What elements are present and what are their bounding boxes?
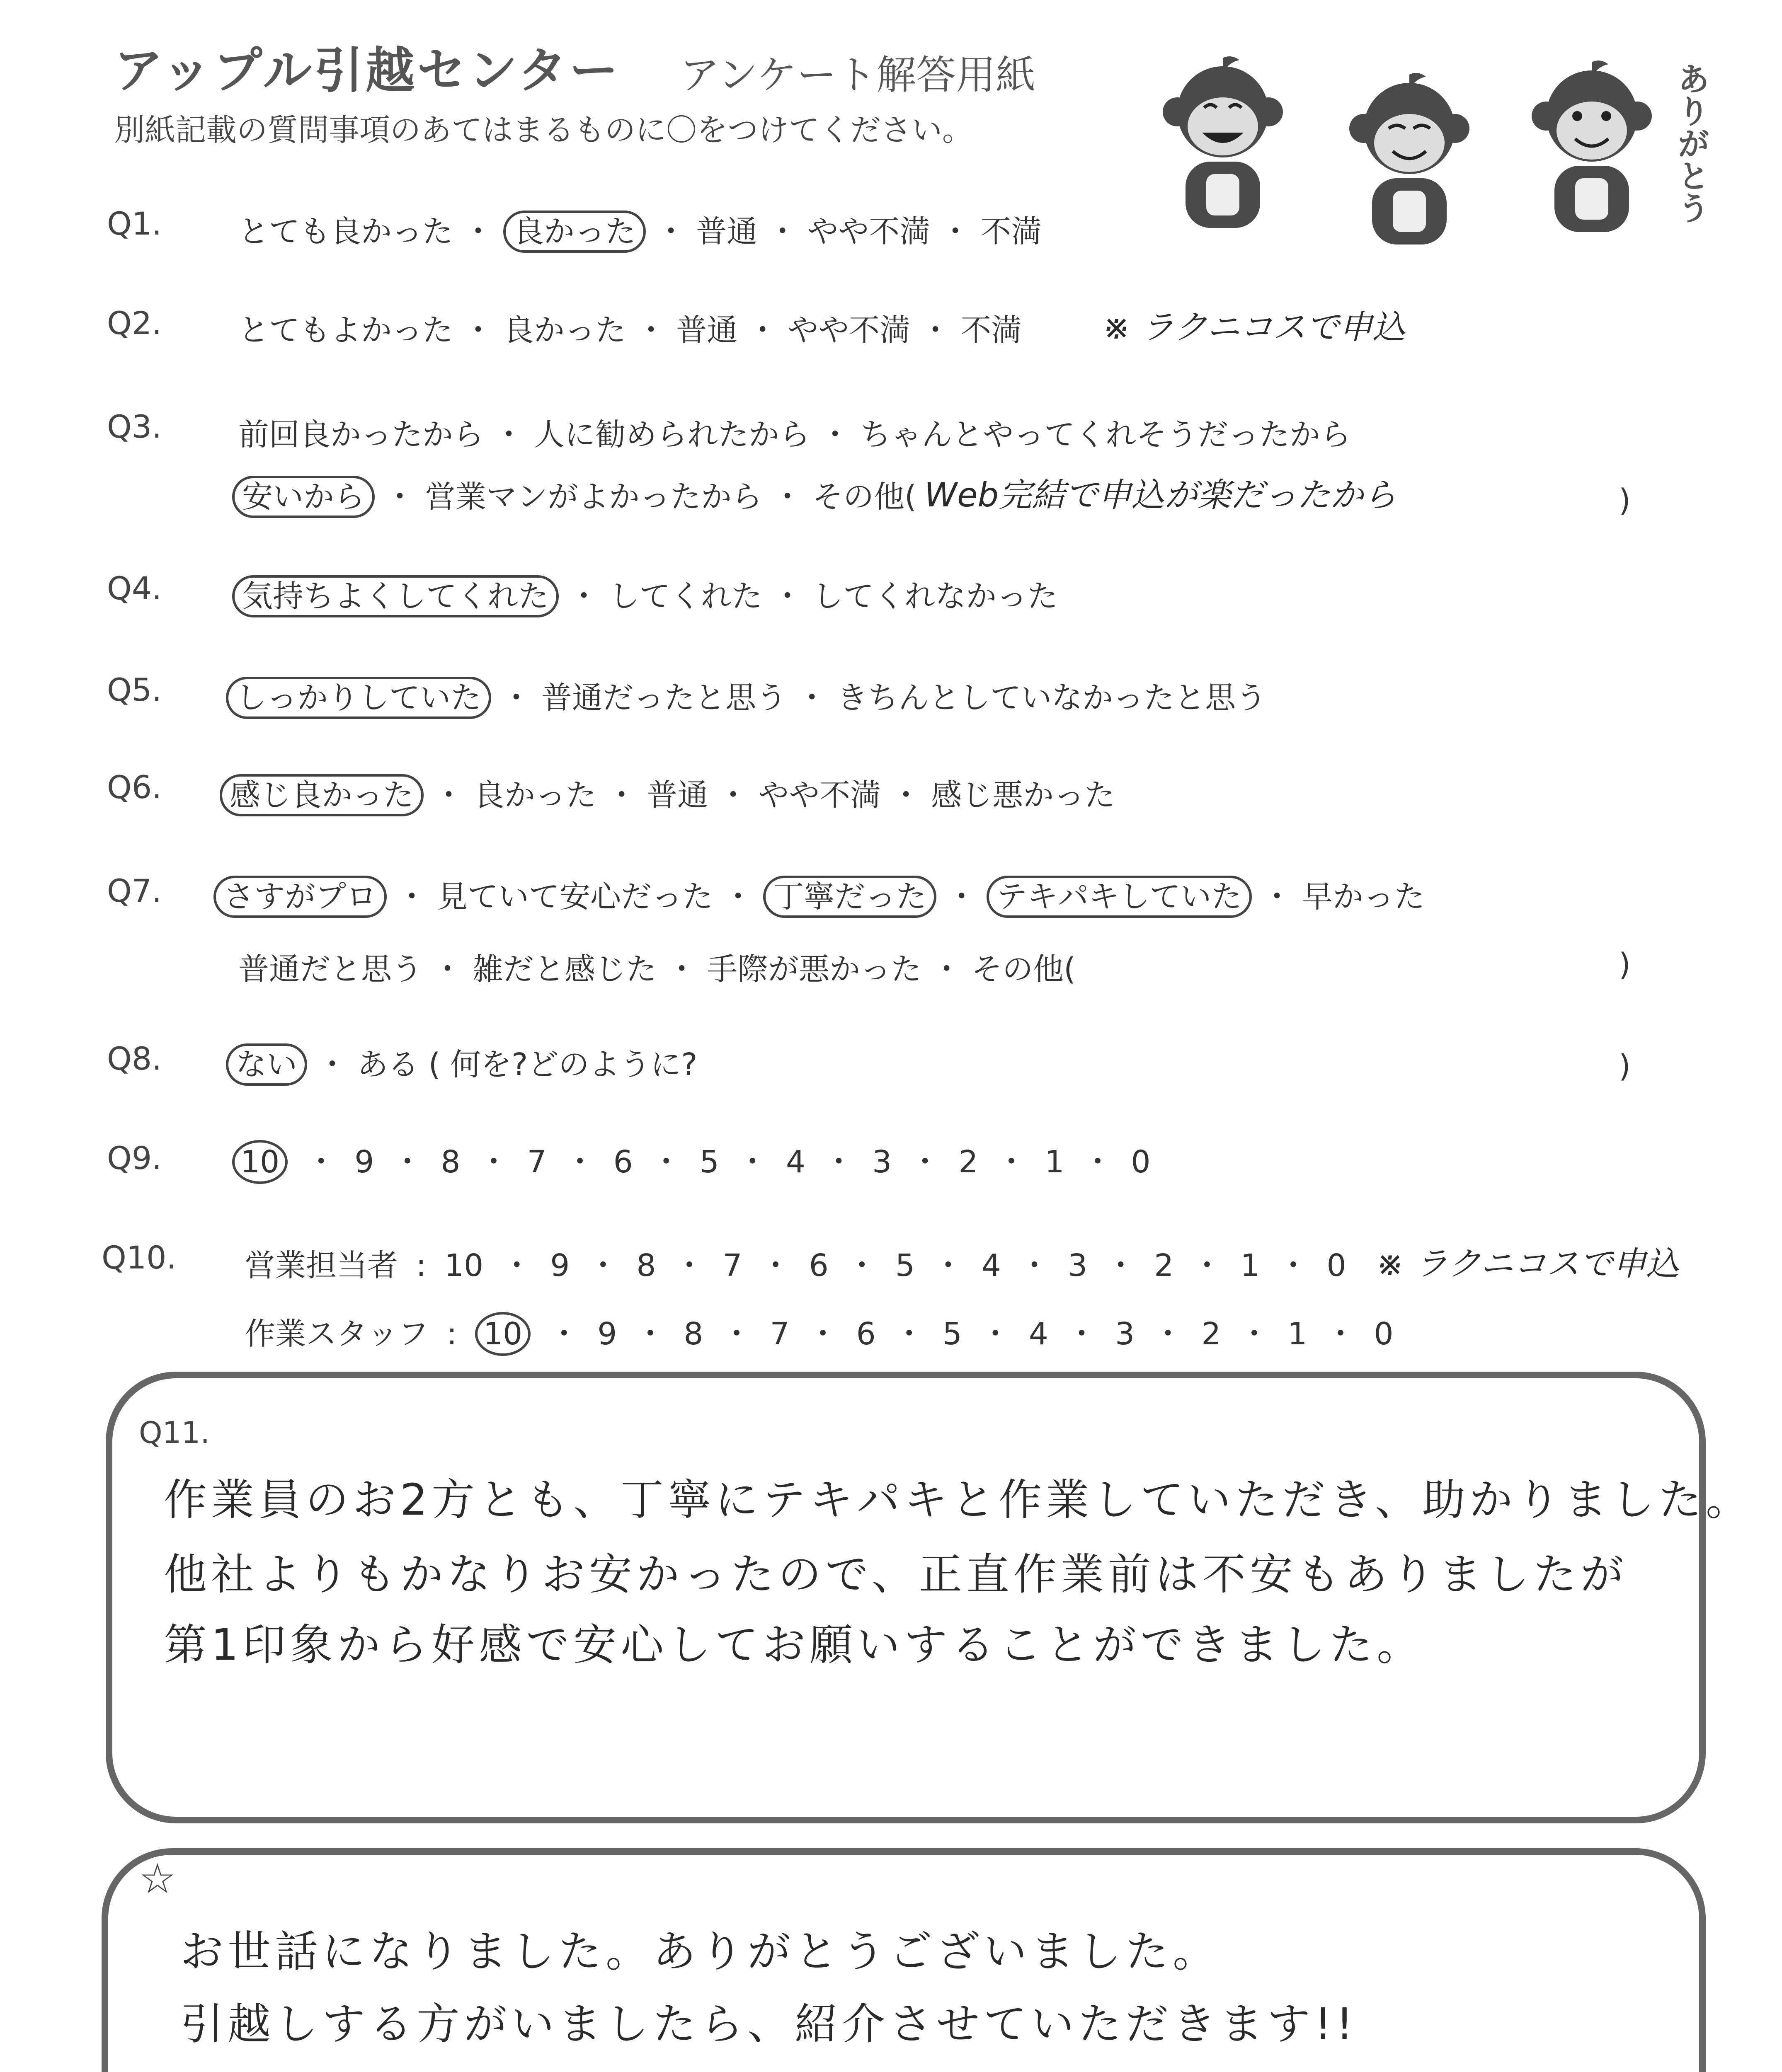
q4-options: 気持ちよくしてくれた ・ してくれた ・ してくれなかった xyxy=(232,572,1058,616)
q3-option[interactable]: 人に勧められたから xyxy=(534,417,810,453)
q5-option-selected[interactable]: しっかりしていた xyxy=(226,677,491,719)
q10-sales-score[interactable]: 9 xyxy=(550,1248,570,1283)
q9-score[interactable]: 5 xyxy=(699,1144,719,1180)
monkey-mascot-icon xyxy=(1339,70,1480,261)
survey-subtitle: アンケート解答用紙 xyxy=(680,52,1036,98)
q10-staff-score[interactable]: 0 xyxy=(1374,1316,1394,1352)
q3-option[interactable]: 営業マンがよかったから xyxy=(425,479,763,515)
q3-option[interactable]: ちゃんとやってくれそうだったから xyxy=(860,417,1351,453)
q7-label: Q7. xyxy=(107,872,162,909)
q3-other-prefix: その他( xyxy=(812,479,916,515)
q10-sales-score[interactable]: 10 xyxy=(444,1248,484,1283)
q6-option[interactable]: 普通 xyxy=(647,777,708,813)
q2-option[interactable]: 不満 xyxy=(960,312,1022,348)
q10-sales-score[interactable]: 1 xyxy=(1240,1248,1260,1283)
q7-option-selected[interactable]: さすがプロ xyxy=(213,876,387,918)
q10-staff-score[interactable]: 9 xyxy=(597,1316,617,1352)
q9-score[interactable]: 4 xyxy=(786,1144,806,1180)
thanks-text: ありがとう xyxy=(1672,62,1709,224)
q10-sales-score[interactable]: 0 xyxy=(1326,1248,1346,1283)
q2-label: Q2. xyxy=(107,305,162,341)
q2-option[interactable]: とてもよかった xyxy=(238,312,453,348)
q5-option[interactable]: 普通だったと思う xyxy=(541,680,787,716)
q6-option-selected[interactable]: 感じ良かった xyxy=(220,774,424,816)
q1-label: Q1. xyxy=(107,205,162,242)
q10-staff-score-selected[interactable]: 10 xyxy=(475,1312,531,1356)
q2-options: とてもよかった ・ 良かった ・ 普通 ・ やや不満 ・ 不満 xyxy=(238,312,1022,348)
q9-score[interactable]: 2 xyxy=(958,1144,978,1180)
q2-handwritten-note: ※ ラクニコスで申込 xyxy=(1103,308,1406,346)
q10-sales-score[interactable]: 3 xyxy=(1068,1248,1088,1283)
q5-options: しっかりしていた ・ 普通だったと思う ・ きちんとしていなかったと思う xyxy=(226,673,1266,717)
q3-other-handwritten: Web完結で申込が楽だったから xyxy=(924,476,1397,514)
star-icon: ☆ xyxy=(139,1854,176,1903)
q10-sales-score[interactable]: 2 xyxy=(1154,1248,1174,1283)
q11-comment-line: 作業員のお2方とも、丁寧にテキパキと作業していただき、助かりました。 xyxy=(164,1474,1753,1525)
q6-option[interactable]: 感じ悪かった xyxy=(931,777,1115,813)
q10-handwritten-note: ※ ラクニコスで申込 xyxy=(1376,1244,1679,1283)
q7-option-selected[interactable]: 丁寧だった xyxy=(763,876,936,918)
q6-option[interactable]: やや不満 xyxy=(758,777,881,813)
q11-comment-line: 他社よりもかなりお安かったので、正直作業前は不安もありましたが xyxy=(164,1549,1628,1600)
q9-score[interactable]: 8 xyxy=(441,1144,461,1180)
q10-staff-score[interactable]: 4 xyxy=(1028,1316,1049,1352)
monkey-mascot-icon xyxy=(1152,54,1293,244)
q9-score[interactable]: 7 xyxy=(527,1144,547,1180)
q6-label: Q6. xyxy=(107,769,162,806)
q10-sales-label: 営業担当者 : xyxy=(245,1248,427,1283)
q10-sales-score[interactable]: 4 xyxy=(981,1248,1001,1283)
q8-label: Q8. xyxy=(107,1040,162,1077)
q7-option[interactable]: 見ていて安心だった xyxy=(437,879,713,915)
q7-option[interactable]: 早かった xyxy=(1302,879,1425,915)
q9-label: Q9. xyxy=(107,1140,162,1176)
q2-option[interactable]: やや不満 xyxy=(788,312,911,348)
q11-comment-line: 第1印象から好感で安心してお願いすることができました。 xyxy=(164,1619,1424,1670)
q10-staff-score[interactable]: 2 xyxy=(1201,1316,1221,1352)
q6-options: 感じ良かった ・ 良かった ・ 普通 ・ やや不満 ・ 感じ悪かった xyxy=(220,771,1115,815)
message-line: 引越しする方がいましたら、紹介させていただきます!! xyxy=(180,1999,1358,2049)
q10-staff-score[interactable]: 5 xyxy=(942,1316,962,1352)
q1-option[interactable]: 普通 xyxy=(696,214,758,249)
q10-sales-score[interactable]: 7 xyxy=(722,1248,742,1283)
q10-label: Q10. xyxy=(102,1239,177,1276)
q10-staff-score[interactable]: 7 xyxy=(770,1316,790,1352)
q1-option[interactable]: やや不満 xyxy=(807,214,931,249)
q3-label: Q3. xyxy=(107,408,162,445)
q7-options-line1: さすがプロ ・ 見ていて安心だった ・ 丁寧だった ・ テキパキしていた ・ 早かった xyxy=(213,872,1425,916)
q10-staff-score[interactable]: 6 xyxy=(856,1316,876,1352)
q10-sales-scale: 営業担当者 : 10 ・ 9 ・ 8 ・ 7 ・ 6 ・ 5 ・ 4 ・ 3 ・ 2 ・ 1 ・ 0 xyxy=(245,1248,1346,1283)
q4-option[interactable]: してくれた xyxy=(609,579,763,614)
monkey-mascot-icon xyxy=(1521,58,1662,249)
q1-option[interactable]: とても良かった xyxy=(238,214,453,249)
q8-option[interactable]: ある ( 何を?どのように? xyxy=(357,1047,698,1082)
q5-option[interactable]: きちんとしていなかったと思う xyxy=(837,680,1267,716)
q3-option-selected[interactable]: 安いから xyxy=(232,476,375,518)
q9-score-selected[interactable]: 10 xyxy=(232,1140,288,1184)
company-title: アップル引越センター xyxy=(114,42,621,99)
q10-sales-score[interactable]: 5 xyxy=(895,1248,915,1283)
q1-option[interactable]: 不満 xyxy=(980,214,1042,249)
q6-option[interactable]: 良かった xyxy=(474,777,597,813)
q9-scale: 10 ・ 9 ・ 8 ・ 7 ・ 6 ・ 5 ・ 4 ・ 3 ・ 2 ・ 1 ・ 0 xyxy=(232,1138,1151,1181)
q7-options-line2: 普通だと思う ・ 雑だと感じた ・ 手際が悪かった ・ その他( xyxy=(238,951,1076,987)
q9-score[interactable]: 1 xyxy=(1045,1144,1064,1180)
q1-options: とても良かった ・ 良かった ・ 普通 ・ やや不満 ・ 不満 xyxy=(238,207,1042,251)
q7-close-paren: ) xyxy=(1619,947,1631,983)
q10-staff-score[interactable]: 3 xyxy=(1115,1316,1135,1352)
q4-option-selected[interactable]: 気持ちよくしてくれた xyxy=(232,575,559,617)
q10-sales-score[interactable]: 6 xyxy=(809,1248,829,1283)
q3-options-line2: 安いから ・ 営業マンがよかったから ・ その他( xyxy=(232,472,916,516)
q10-staff-score[interactable]: 1 xyxy=(1287,1316,1307,1352)
q10-sales-score[interactable]: 8 xyxy=(636,1248,656,1283)
q4-label: Q4. xyxy=(107,570,162,607)
q4-option[interactable]: してくれなかった xyxy=(812,579,1058,614)
q10-staff-scale: 作業スタッフ : 10 ・ 9 ・ 8 ・ 7 ・ 6 ・ 5 ・ 4 ・ 3 ・ 2 ・ 1 ・ 0 xyxy=(245,1310,1394,1353)
q11-label: Q11. xyxy=(139,1415,210,1450)
q10-staff-score[interactable]: 8 xyxy=(684,1316,703,1352)
q8-close-paren: ) xyxy=(1619,1048,1631,1084)
q7-option[interactable]: 雑だと感じた xyxy=(473,951,657,987)
q9-score[interactable]: 9 xyxy=(354,1144,374,1180)
q7-option[interactable]: 手際が悪かった xyxy=(707,951,922,987)
q3-options-line1: 前回良かったから ・ 人に勧められたから ・ ちゃんとやってくれそうだったから xyxy=(238,417,1351,453)
q10-staff-label: 作業スタッフ : xyxy=(245,1316,457,1352)
q2-option[interactable]: 良かった xyxy=(503,312,626,348)
q7-other-prefix: その他( xyxy=(972,951,1076,987)
q7-option[interactable]: 普通だと思う xyxy=(238,951,422,987)
q8-option-selected[interactable]: ない xyxy=(226,1043,307,1086)
instruction-text: 別紙記載の質問事項のあてはまるものに〇をつけてください。 xyxy=(114,112,973,148)
q2-option[interactable]: 普通 xyxy=(676,312,738,348)
q7-option-selected[interactable]: テキパキしていた xyxy=(987,876,1252,918)
q5-label: Q5. xyxy=(107,671,162,708)
message-line: お世話になりました。ありがとうございました。 xyxy=(180,1926,1220,1977)
q9-score[interactable]: 6 xyxy=(613,1144,633,1180)
q9-score[interactable]: 3 xyxy=(872,1144,892,1180)
q9-score[interactable]: 0 xyxy=(1131,1144,1151,1180)
q8-options: ない ・ ある ( 何を?どのように? xyxy=(226,1040,698,1084)
q3-close-paren: ) xyxy=(1619,483,1631,518)
q3-option[interactable]: 前回良かったから xyxy=(238,417,484,453)
q1-option-selected[interactable]: 良かった xyxy=(503,211,646,253)
